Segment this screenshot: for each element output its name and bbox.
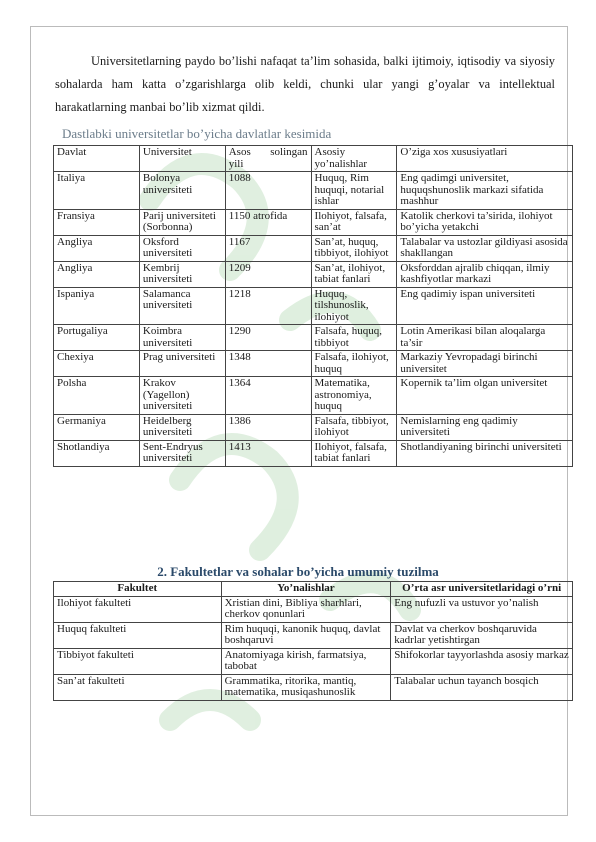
header-asos-yili: Asos solingan yili [225,146,311,172]
header-xususiyatlar: O’ziga xos xususiyatlari [397,146,573,172]
cell-features: Eng qadimiy ispan universiteti [397,287,573,325]
cell-role: Shifokorlar tayyorlashda asosiy markaz [391,648,573,674]
cell-directions: Grammatika, ritorika, mantiq, matematika, musiqashunoslik [221,674,391,700]
cell-year: 1413 [225,440,311,466]
cell-directions: Rim huquqi, kanonik huquq, davlat boshqaruvi [221,622,391,648]
cell-year: 1364 [225,377,311,415]
cell-faculty: San’at fakulteti [54,674,222,700]
cell-country: Germaniya [54,414,140,440]
cell-fields: Falsafa, huquq, tibbiyot [311,325,397,351]
header-yonalishlar: Asosiy yo’nalishlar [311,146,397,172]
cell-fields: Huquq, tilshunoslik, ilohiyot [311,287,397,325]
table-row [54,377,573,415]
cell-directions: Xristian dini, Bibliya sharhlari, cherkov qonunlari [221,596,391,622]
cell-fields: San’at, ilohiyot, tabiat fanlari [311,261,397,287]
cell-year: 1386 [225,414,311,440]
cell-year: 1167 [225,235,311,261]
cell-fields: Ilohiyot, falsafa, tabiat fanlari [311,440,397,466]
cell-university: Heidelberg universiteti [139,414,225,440]
cell-features: Kopernik ta’lim olgan universitet [397,377,573,415]
table-header-row [54,146,573,172]
cell-directions: Anatomiyaga kirish, farmatsiya, tabobat [221,648,391,674]
cell-fields: Ilohiyot, falsafa, san’at [311,209,397,235]
cell-faculty: Tibbiyot fakulteti [54,648,222,674]
cell-university: Bolonya universiteti [139,172,225,210]
cell-university: Sent-Endryus universiteti [139,440,225,466]
header-yonalishlar: Yo’nalishlar [221,582,391,597]
table-row [54,648,573,674]
table2-caption: 2. Fakultetlar va sohalar bo’yicha umumiy tuzilma [157,564,439,579]
cell-features: Shotlandiyaning birinchi universiteti [397,440,573,466]
table-row [54,261,573,287]
cell-features: Katolik cherkovi ta’sirida, ilohiyot bo’yicha yetakchi [397,209,573,235]
cell-year: 1088 [225,172,311,210]
table1-caption: Dastlabki universitetlar bo’yicha davlatlar kesimida [62,126,332,141]
cell-fields: Falsafa, ilohiyot, huquq [311,351,397,377]
cell-year: 1290 [225,325,311,351]
cell-country: Chexiya [54,351,140,377]
cell-year: 1209 [225,261,311,287]
table-row [54,596,573,622]
table-row [54,172,573,210]
cell-country: Shotlandiya [54,440,140,466]
cell-role: Eng nufuzli va ustuvor yo’nalish [391,596,573,622]
header-davlat: Davlat [54,146,140,172]
table-row [54,674,573,700]
table-row [54,622,573,648]
intro-paragraph: Universitetlarning paydo bo’lishi nafaqat ta’lim sohasida, balki ijtimoiy, iqtisodiy va siyosiy sohalarda ham katta o’zgarishlarga olib keldi, chunki ular yangi g’oyalar va intellektual harakatlarning manbai bo’lib xizmat qildi. [55,54,555,114]
faculties-table [53,581,573,701]
cell-features: Eng qadimgi universitet, huquqshunoslik markazi sifatida mashhur [397,172,573,210]
table-row [54,235,573,261]
cell-country: Italiya [54,172,140,210]
table-row [54,209,573,235]
cell-year: 1348 [225,351,311,377]
cell-university: Kembrij universiteti [139,261,225,287]
cell-country: Ispaniya [54,287,140,325]
cell-university: Salamanca universiteti [139,287,225,325]
cell-country: Fransiya [54,209,140,235]
table-row [54,287,573,325]
cell-university: Koimbra universiteti [139,325,225,351]
cell-fields: Falsafa, tibbiyot, ilohiyot [311,414,397,440]
cell-role: Davlat va cherkov boshqaruvida kadrlar yetishtirgan [391,622,573,648]
cell-faculty: Ilohiyot fakulteti [54,596,222,622]
cell-university: Prag universiteti [139,351,225,377]
cell-university: Krakov (Yagellon) universiteti [139,377,225,415]
table-row [54,325,573,351]
cell-university: Oksford universiteti [139,235,225,261]
table-row [54,440,573,466]
cell-features: Lotin Amerikasi bilan aloqalarga ta’sir [397,325,573,351]
table-header-row [54,582,573,597]
cell-features: Talabalar va ustozlar gildiyasi asosida shakllangan [397,235,573,261]
cell-fields: Matematika, astronomiya, huquq [311,377,397,415]
cell-country: Angliya [54,235,140,261]
cell-faculty: Huquq fakulteti [54,622,222,648]
header-orni: O’rta asr universitetlaridagi o’rni [391,582,573,597]
cell-features: Nemislarning eng qadimiy universiteti [397,414,573,440]
cell-year: 1150 atrofida [225,209,311,235]
header-fakultet: Fakultet [54,582,222,597]
cell-fields: Huquq, Rim huquqi, notarial ishlar [311,172,397,210]
table-row [54,414,573,440]
cell-fields: San’at, huquq, tibbiyot, ilohiyot [311,235,397,261]
cell-country: Polsha [54,377,140,415]
universities-table [53,145,573,467]
cell-country: Angliya [54,261,140,287]
table-row [54,351,573,377]
cell-features: Markaziy Yevropadagi birinchi universitet [397,351,573,377]
header-universitet: Universitet [139,146,225,172]
cell-role: Talabalar uchun tayanch bosqich [391,674,573,700]
cell-university: Parij universiteti (Sorbonna) [139,209,225,235]
cell-year: 1218 [225,287,311,325]
cell-features: Oksforddan ajralib chiqqan, ilmiy kashfiyotlar markazi [397,261,573,287]
cell-country: Portugaliya [54,325,140,351]
